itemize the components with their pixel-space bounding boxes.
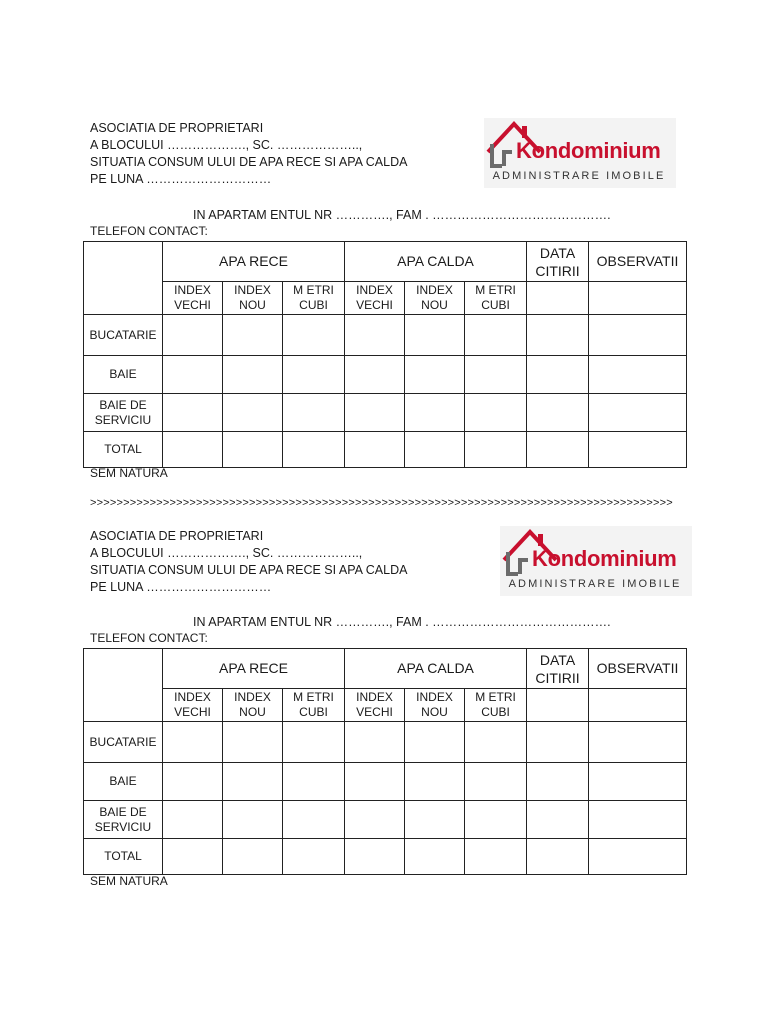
header-line: ASOCIATIA DE PROPRIETARI (90, 121, 264, 135)
logo-brand: Kondominium (516, 138, 661, 163)
table-row (84, 432, 687, 468)
entry-cell[interactable] (465, 763, 527, 801)
header-line: CITIRII (535, 669, 580, 686)
table-row (84, 394, 687, 432)
corner-cell (84, 649, 163, 722)
telefon-contact-label: TELEFON CONTACT: (90, 631, 208, 645)
data-citirii-header (527, 242, 589, 282)
entry-cell[interactable] (527, 356, 589, 394)
row-label-line: SERVICIU (94, 412, 152, 427)
table-header-row (84, 649, 687, 689)
table-subheader-row (84, 689, 687, 722)
subheader-cell (223, 689, 283, 722)
entry-cell[interactable] (163, 763, 223, 801)
entry-cell[interactable] (465, 432, 527, 468)
entry-cell[interactable] (345, 394, 405, 432)
header-line: A BLOCULUI ………………., SC. ……………….., (90, 546, 363, 560)
empty-cell[interactable] (527, 689, 589, 722)
entry-cell[interactable] (345, 839, 405, 875)
entry-cell[interactable] (223, 722, 283, 763)
logo-brand: Kondominium (532, 546, 677, 571)
kondominium-logo (496, 524, 696, 598)
entry-cell[interactable] (465, 801, 527, 839)
empty-cell[interactable] (589, 282, 687, 315)
entry-cell[interactable] (405, 722, 465, 763)
subheader-line: CUBI (481, 298, 510, 312)
logo-tagline: ADMINISTRARE IMOBILE (508, 578, 682, 590)
row-label-line: BUCATARIE (89, 327, 157, 342)
entry-cell[interactable] (465, 722, 527, 763)
entry-cell[interactable] (405, 839, 465, 875)
subheader-cell (283, 689, 345, 722)
kondominium-logo (480, 116, 680, 190)
table-header-row (84, 242, 687, 282)
entry-cell[interactable] (405, 394, 465, 432)
entry-cell[interactable] (163, 394, 223, 432)
table-row (84, 356, 687, 394)
subheader-cell (163, 689, 223, 722)
subheader-line: INDEX (416, 690, 453, 704)
entry-cell[interactable] (223, 839, 283, 875)
entry-cell[interactable] (283, 315, 345, 356)
apa-rece-header: APA RECE (163, 649, 345, 689)
header-line: PE LUNA ………………………… (90, 580, 272, 594)
subheader-cell (345, 689, 405, 722)
table-row (84, 722, 687, 763)
header-line: ASOCIATIA DE PROPRIETARI (90, 529, 264, 543)
semnatura-label: SEM NATURA (90, 874, 168, 888)
row-label (84, 763, 163, 801)
entry-cell[interactable] (527, 722, 589, 763)
entry-cell[interactable] (465, 356, 527, 394)
entry-cell[interactable] (163, 432, 223, 468)
header-line: PE LUNA ………………………… (90, 172, 272, 186)
row-label (84, 432, 163, 468)
header-line: SITUATIA CONSUM ULUI DE APA RECE SI APA CALDA (90, 155, 408, 169)
table-row (84, 763, 687, 801)
apa-rece-header: APA RECE (163, 242, 345, 282)
subheader-cell (405, 689, 465, 722)
apartment-line: IN APARTAM ENTUL NR …………., FAM . ……………………………………. (193, 208, 611, 222)
subheader-line: NOU (239, 298, 266, 312)
row-label (84, 722, 163, 763)
subheader-line: INDEX (356, 690, 393, 704)
entry-cell[interactable] (405, 315, 465, 356)
subheader-line: INDEX (234, 690, 271, 704)
corner-cell (84, 242, 163, 315)
row-label-line: TOTAL (104, 849, 142, 863)
row-label (84, 801, 163, 839)
entry-cell[interactable] (405, 801, 465, 839)
entry-cell[interactable] (283, 801, 345, 839)
entry-cell[interactable] (527, 763, 589, 801)
entry-cell[interactable] (223, 315, 283, 356)
subheader-line: VECHI (356, 298, 393, 312)
entry-cell[interactable] (223, 394, 283, 432)
subheader-cell (345, 282, 405, 315)
subheader-line: VECHI (356, 705, 393, 719)
row-label (84, 315, 163, 356)
entry-cell[interactable] (163, 356, 223, 394)
subheader-line: CUBI (481, 705, 510, 719)
entry-cell[interactable] (345, 763, 405, 801)
entry-cell[interactable] (345, 356, 405, 394)
entry-cell[interactable] (223, 801, 283, 839)
subheader-line: M ETRI (475, 283, 516, 297)
entry-cell[interactable] (465, 394, 527, 432)
entry-cell[interactable] (527, 315, 589, 356)
consumption-table (83, 241, 687, 468)
telefon-contact-label: TELEFON CONTACT: (90, 224, 208, 238)
row-label (84, 356, 163, 394)
subheader-cell (465, 282, 527, 315)
entry-cell[interactable] (589, 356, 687, 394)
entry-cell[interactable] (223, 763, 283, 801)
observatii-header: OBSERVATII (589, 242, 687, 282)
entry-cell[interactable] (589, 315, 687, 356)
entry-cell[interactable] (283, 763, 345, 801)
subheader-cell (223, 282, 283, 315)
subheader-line: INDEX (356, 283, 393, 297)
entry-cell[interactable] (405, 432, 465, 468)
row-label-line: SERVICIU (94, 819, 152, 834)
entry-cell[interactable] (163, 315, 223, 356)
entry-cell[interactable] (527, 432, 589, 468)
apa-calda-header: APA CALDA (345, 242, 527, 282)
subheader-line: VECHI (174, 705, 211, 719)
subheader-line: CUBI (299, 298, 328, 312)
header-line: SITUATIA CONSUM ULUI DE APA RECE SI APA CALDA (90, 563, 408, 577)
apartment-line: IN APARTAM ENTUL NR …………., FAM . ……………………………………. (193, 615, 611, 629)
entry-cell[interactable] (223, 356, 283, 394)
form-header (90, 528, 407, 596)
data-citirii-header (527, 649, 589, 689)
subheader-line: M ETRI (475, 690, 516, 704)
entry-cell[interactable] (345, 432, 405, 468)
table-subheader-row (84, 282, 687, 315)
entry-cell[interactable] (465, 839, 527, 875)
entry-cell[interactable] (345, 722, 405, 763)
subheader-line: M ETRI (293, 283, 334, 297)
entry-cell[interactable] (405, 763, 465, 801)
row-label (84, 839, 163, 875)
row-label-line: BAIE DE (99, 804, 147, 819)
entry-cell[interactable] (527, 394, 589, 432)
observatii-header: OBSERVATII (589, 649, 687, 689)
entry-cell[interactable] (589, 801, 687, 839)
subheader-line: INDEX (174, 283, 211, 297)
subheader-cell (465, 689, 527, 722)
entry-cell[interactable] (283, 394, 345, 432)
entry-cell[interactable] (345, 801, 405, 839)
entry-cell[interactable] (163, 839, 223, 875)
row-label-line: BAIE DE (99, 397, 147, 412)
subheader-line: VECHI (174, 298, 211, 312)
entry-cell[interactable] (163, 801, 223, 839)
semnatura-label: SEM NATURA (90, 466, 168, 480)
apa-calda-header: APA CALDA (345, 649, 527, 689)
table-row (84, 839, 687, 875)
header-line: DATA (539, 651, 576, 668)
entry-cell[interactable] (405, 356, 465, 394)
row-label-line: BAIE (109, 774, 137, 788)
table-row (84, 801, 687, 839)
row-label-line: BAIE (109, 367, 137, 381)
entry-cell[interactable] (589, 763, 687, 801)
entry-cell[interactable] (589, 432, 687, 468)
entry-cell[interactable] (589, 722, 687, 763)
entry-cell[interactable] (465, 315, 527, 356)
entry-cell[interactable] (589, 394, 687, 432)
subheader-cell (163, 282, 223, 315)
subheader-line: NOU (421, 705, 448, 719)
entry-cell[interactable] (527, 801, 589, 839)
empty-cell[interactable] (527, 282, 589, 315)
subheader-line: INDEX (174, 690, 211, 704)
entry-cell[interactable] (283, 722, 345, 763)
entry-cell[interactable] (345, 315, 405, 356)
entry-cell[interactable] (283, 356, 345, 394)
entry-cell[interactable] (283, 432, 345, 468)
subheader-line: INDEX (234, 283, 271, 297)
logo-tagline: ADMINISTRARE IMOBILE (492, 170, 666, 182)
header-line: CITIRII (535, 262, 580, 279)
form-header (90, 120, 407, 188)
entry-cell[interactable] (223, 432, 283, 468)
subheader-line: NOU (239, 705, 266, 719)
entry-cell[interactable] (283, 839, 345, 875)
entry-cell[interactable] (527, 839, 589, 875)
entry-cell[interactable] (589, 839, 687, 875)
row-label (84, 394, 163, 432)
consumption-table (83, 648, 687, 875)
table-row (84, 315, 687, 356)
cut-line-separator: >>>>>>>>>>>>>>>>>>>>>>>>>>>>>>>>>>>>>>>>>>>>>>>>>>>>>>>>>>>>>>>>>>>>>>>>>>>>>>>>>>>>>>>> (90, 497, 673, 509)
subheader-cell (283, 282, 345, 315)
entry-cell[interactable] (163, 722, 223, 763)
subheader-line: CUBI (299, 705, 328, 719)
empty-cell[interactable] (589, 689, 687, 722)
subheader-line: NOU (421, 298, 448, 312)
header-line: DATA (539, 244, 576, 261)
subheader-line: INDEX (416, 283, 453, 297)
subheader-cell (405, 282, 465, 315)
row-label-line: TOTAL (104, 442, 142, 456)
row-label-line: BUCATARIE (89, 734, 157, 749)
header-line: A BLOCULUI ………………., SC. ……………….., (90, 138, 363, 152)
subheader-line: M ETRI (293, 690, 334, 704)
